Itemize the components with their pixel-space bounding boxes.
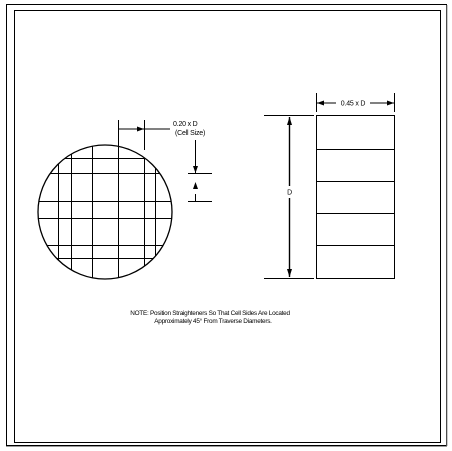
- cell-height-dimension: [188, 140, 212, 202]
- diameter-dimension: [264, 116, 314, 279]
- cross-section-view: [30, 140, 180, 285]
- arrowhead-up-icon: [193, 182, 198, 189]
- arrowhead-right-icon: [387, 101, 394, 106]
- note-line-1: NOTE: Position Straighteners So That Cell Sides Are Located: [130, 310, 290, 317]
- arrowhead-down-icon: [193, 166, 198, 173]
- cell-size-label: (Cell Size): [175, 130, 206, 137]
- cell-width-dimension: [119, 120, 171, 150]
- arrowhead-left-icon: [317, 101, 324, 106]
- side-view: [316, 116, 395, 279]
- cell-width-label: 0.20 x D: [173, 121, 198, 128]
- arrowhead-right-icon: [137, 127, 144, 132]
- diameter-label: D: [287, 189, 292, 197]
- drawing-frame: [15, 11, 441, 443]
- arrowhead-down-icon: [287, 269, 292, 277]
- housing-length-label: 0.45 x D: [340, 100, 366, 108]
- housing-rectangle: [317, 116, 395, 279]
- note-line-2: Approximately 45° From Traverse Diameters.: [154, 318, 272, 325]
- arrowhead-up-icon: [287, 117, 292, 125]
- cell-grid: [30, 140, 180, 285]
- page-border: [6, 5, 447, 447]
